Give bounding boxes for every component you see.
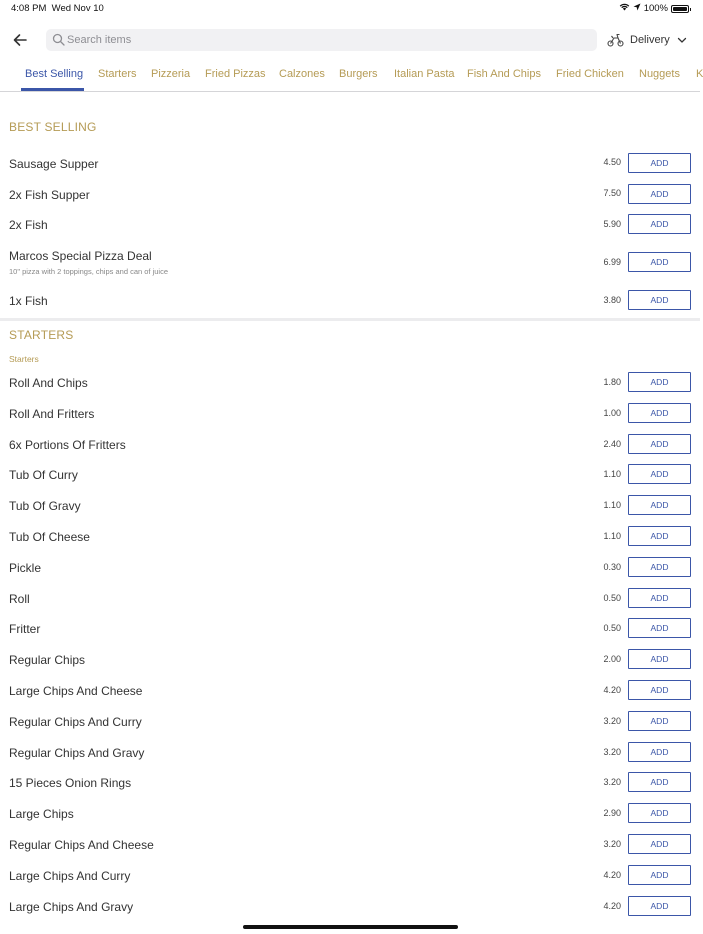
menu-item-row[interactable]	[0, 399, 700, 429]
item-price: 0.50	[603, 623, 621, 634]
tab-fried-pizzas[interactable]: Fried Pizzas	[205, 68, 266, 80]
battery-percent: 100%	[643, 3, 668, 14]
item-name: 6x Portions Of Fritters	[9, 437, 126, 452]
add-button[interactable]: ADD	[628, 772, 691, 792]
item-price: 3.20	[603, 777, 621, 788]
item-name: Large Chips And Curry	[9, 868, 131, 883]
item-name: Large Chips And Gravy	[9, 899, 134, 914]
section-subtitle-starters: Starters	[9, 354, 39, 364]
search-input[interactable]	[67, 29, 587, 51]
add-button[interactable]: ADD	[628, 403, 691, 423]
menu-item-row[interactable]	[0, 460, 700, 490]
item-name: Tub Of Curry	[9, 468, 78, 483]
arrow-left-icon	[10, 30, 30, 50]
item-price: 0.30	[603, 561, 621, 572]
menu-item-row[interactable]	[0, 179, 700, 209]
item-name: Pickle	[9, 560, 42, 575]
item-price: 1.10	[603, 531, 621, 541]
add-button[interactable]: ADD	[628, 680, 691, 700]
menu-item-row[interactable]	[0, 768, 700, 798]
tab-fried-chicken[interactable]: Fried Chicken	[556, 68, 624, 80]
item-description: 10" pizza with 2 toppings, chips and can of juice	[9, 267, 169, 276]
item-name: 2x Fish Supper	[9, 188, 90, 202]
menu-item-row[interactable]	[0, 491, 700, 521]
add-button[interactable]: ADD	[628, 495, 691, 515]
menu-item-row[interactable]	[0, 148, 700, 178]
battery-icon	[671, 5, 689, 13]
tab-italian-pasta[interactable]: Italian Pasta	[394, 68, 455, 80]
menu-item-row[interactable]	[0, 738, 700, 768]
tab-fish-and-chips[interactable]: Fish And Chips	[467, 68, 541, 80]
item-price: 3.20	[603, 746, 621, 757]
add-button[interactable]: ADD	[628, 372, 691, 392]
status-time: 4:08 PM Wed Nov 10	[11, 3, 104, 14]
item-name: Fritter	[9, 622, 41, 637]
location-icon	[633, 3, 641, 14]
item-price: 4.20	[603, 685, 621, 695]
add-button[interactable]: ADD	[628, 557, 691, 577]
item-name: Tub Of Cheese	[9, 530, 90, 544]
menu-item-row[interactable]	[0, 799, 700, 829]
item-price: 7.50	[603, 188, 621, 198]
chevron-down-icon	[676, 34, 688, 46]
delivery-selector[interactable]	[607, 29, 688, 51]
item-price: 6.99	[603, 257, 621, 267]
item-price: 1.00	[603, 407, 621, 418]
menu-item-row[interactable]	[0, 707, 700, 737]
add-button[interactable]: ADD	[628, 464, 691, 484]
item-name: Sausage Supper	[9, 157, 99, 171]
add-button[interactable]: ADD	[628, 711, 691, 731]
menu-item-row[interactable]	[0, 553, 700, 583]
item-price: 4.50	[603, 157, 621, 167]
menu-item-row[interactable]	[0, 645, 700, 675]
section-title-best-selling: BEST SELLING	[9, 120, 97, 134]
menu-item-row[interactable]	[0, 614, 700, 644]
item-name: Regular Chips And Cheese	[9, 838, 154, 852]
item-name: 2x Fish	[9, 218, 48, 232]
item-name: Roll	[9, 591, 30, 606]
scooter-icon	[607, 33, 624, 47]
item-name: 1x Fish	[9, 294, 48, 308]
item-price: 3.20	[603, 839, 621, 849]
item-price: 3.20	[603, 715, 621, 726]
menu-item-row[interactable]	[0, 861, 700, 891]
item-price: 4.20	[603, 900, 621, 911]
item-price: 1.10	[603, 469, 621, 480]
item-name: Marcos Special Pizza Deal	[9, 249, 152, 263]
item-price: 2.00	[603, 654, 621, 665]
item-name: Regular Chips And Gravy	[9, 745, 145, 760]
delivery-label: Delivery	[630, 34, 670, 46]
menu-item-row[interactable]	[0, 368, 700, 398]
item-price: 1.80	[603, 377, 621, 387]
menu-item-row[interactable]	[0, 522, 700, 552]
tab-burgers[interactable]: Burgers	[339, 68, 378, 80]
item-name: Large Chips	[9, 807, 74, 822]
wifi-icon	[619, 3, 630, 14]
item-name: Roll And Chips	[9, 376, 88, 390]
item-name: 15 Pieces Onion Rings	[9, 776, 132, 791]
add-button[interactable]: ADD	[628, 865, 691, 885]
tab-overflow[interactable]: K	[696, 68, 703, 80]
add-button[interactable]: ADD	[628, 214, 691, 234]
tab-best-selling[interactable]: Best Selling	[25, 68, 84, 80]
tab-nuggets[interactable]: Nuggets	[639, 68, 680, 80]
search-icon	[52, 33, 65, 46]
item-name: Tub Of Gravy	[9, 499, 81, 514]
item-name: Roll And Fritters	[9, 406, 95, 421]
item-price: 0.50	[603, 592, 621, 603]
add-button[interactable]: ADD	[628, 834, 691, 854]
category-tabs	[0, 63, 703, 92]
menu-item-row[interactable]	[0, 210, 700, 240]
back-button[interactable]	[10, 30, 30, 50]
item-price: 3.80	[603, 295, 621, 305]
active-tab-indicator	[21, 88, 84, 91]
tab-pizzeria[interactable]: Pizzeria	[151, 68, 191, 80]
top-bar	[0, 26, 700, 54]
item-name: Regular Chips And Curry	[9, 714, 142, 729]
item-price: 1.10	[603, 500, 621, 511]
add-button[interactable]: ADD	[628, 434, 691, 454]
add-button[interactable]: ADD	[628, 803, 691, 823]
item-price: 2.40	[603, 438, 621, 449]
item-name: Regular Chips	[9, 653, 86, 668]
tab-starters[interactable]: Starters	[98, 68, 137, 80]
section-title-starters: STARTERS	[9, 328, 74, 342]
home-indicator	[243, 925, 458, 929]
add-button[interactable]: ADD	[628, 618, 691, 638]
search-bar[interactable]	[46, 29, 597, 51]
item-price: 2.90	[603, 808, 621, 819]
menu-item-row[interactable]	[0, 584, 700, 614]
status-bar	[0, 0, 700, 18]
status-right	[619, 3, 689, 14]
add-button[interactable]: ADD	[628, 153, 691, 173]
add-button[interactable]: ADD	[628, 252, 691, 272]
menu-item-row[interactable]	[0, 246, 700, 280]
menu-item-row[interactable]	[0, 892, 700, 922]
menu-item-row[interactable]	[0, 286, 700, 316]
item-price: 4.20	[603, 869, 621, 880]
add-button[interactable]: ADD	[628, 896, 691, 916]
menu-item-row[interactable]	[0, 676, 700, 706]
add-button[interactable]: ADD	[628, 184, 691, 204]
item-price: 5.90	[603, 219, 621, 229]
battery-level	[673, 7, 687, 11]
add-button[interactable]: ADD	[628, 649, 691, 669]
add-button[interactable]: ADD	[628, 742, 691, 762]
add-button[interactable]: ADD	[628, 290, 691, 310]
menu-item-row[interactable]	[0, 830, 700, 860]
tab-calzones[interactable]: Calzones	[279, 68, 325, 80]
add-button[interactable]: ADD	[628, 526, 691, 546]
item-name: Large Chips And Cheese	[9, 684, 143, 698]
menu-item-row[interactable]	[0, 430, 700, 460]
add-button[interactable]: ADD	[628, 588, 691, 608]
section-divider	[0, 318, 700, 321]
